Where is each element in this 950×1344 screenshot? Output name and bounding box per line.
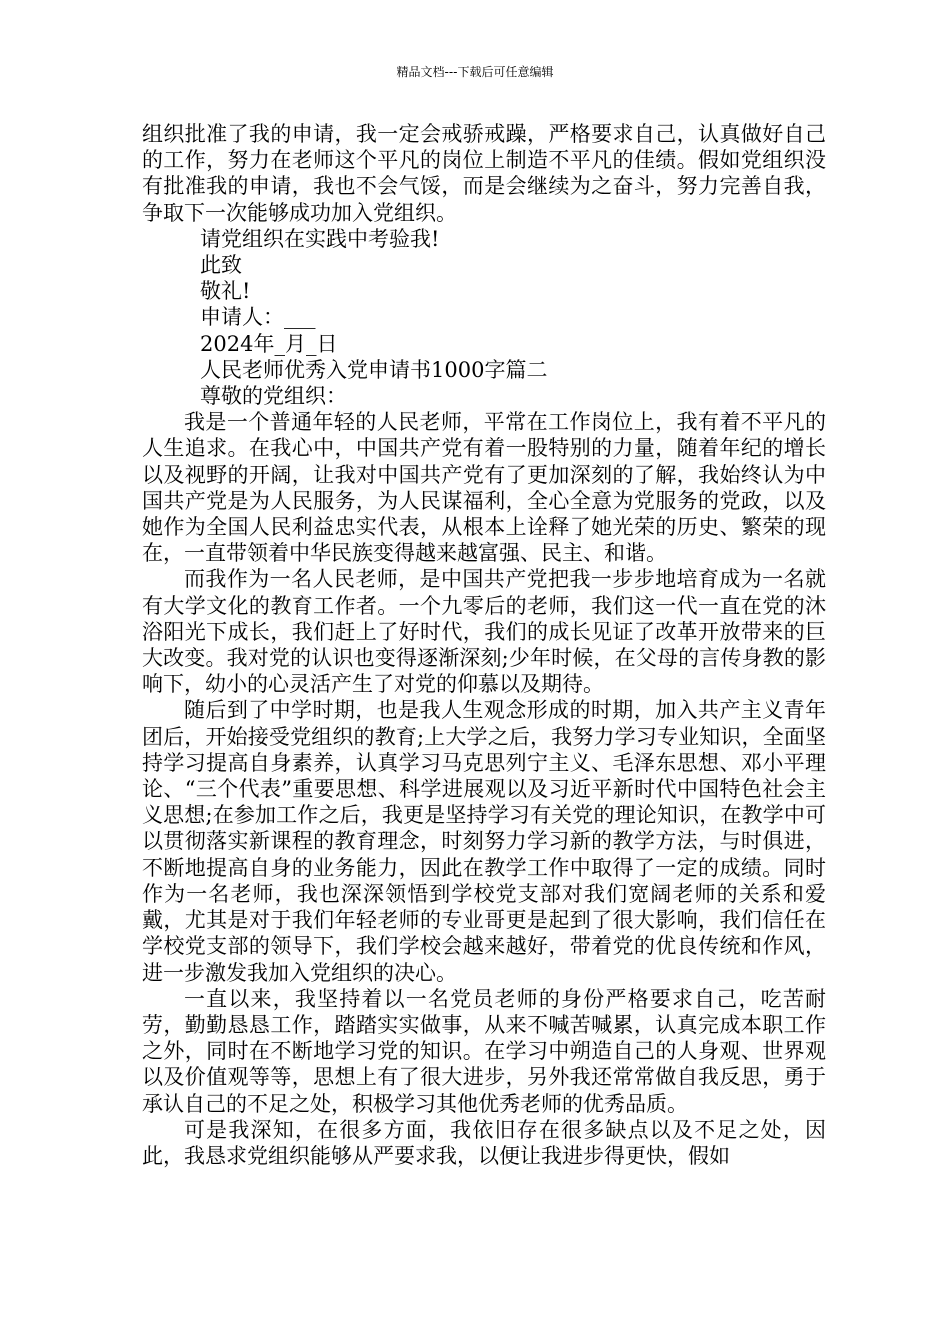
applicant-line: 申请人：___ <box>200 305 316 330</box>
paragraph-teacher: 而我作为一名人民老师，是中国共产党把我一步步地培育成为一名就有大学文化的教育工作者。一个九零后的老师，我们这一代一直在党的沐浴阳光下成长，我们赶上了好时代，我们的成长见证了改革开放带来的巨大改变。我对党的认识也变得逐渐深刻;少年时候，在父母的言传身教的影响下，幼小的心灵活产生了对党的仰慕以及期待。 <box>142 567 826 697</box>
page-header: 精品文档---下载后可任意编辑 <box>396 65 554 79</box>
paragraph-shortcomings: 可是我深知，在很多方面，我依旧存在很多缺点以及不足之处，因此，我恳求党组织能够从严要求我，以便让我进步得更快，假如 <box>142 1117 826 1168</box>
section-title: 人民老师优秀入党申请书1000字篇二 <box>200 357 548 382</box>
date-line: 2024年_月_日 <box>200 331 338 356</box>
document-body <box>142 121 826 1169</box>
paragraph-intro: 我是一个普通年轻的人民老师，平常在工作岗位上，我有着不平凡的人生追求。在我心中，中国共产党有着一股特别的力量，随着年纪的增长以及视野的开阔，让我对中国共产党有了更加深刻的了解，我始终认为中国共产党是为人民服务，为人民谋福利，全心全意为党服务的党政，以及她作为全国人民利益忠实代表，从根本上诠释了她光荣的历史、繁荣的现在，一直带领着中华民族变得越来越富强、民主、和谐。 <box>142 410 826 566</box>
paragraph-work: 一直以来，我坚持着以一名党员老师的身份严格要求自己，吃苦耐劳，勤勤恳恳工作，踏踏实实做事，从来不喊苦喊累，认真完成本职工作之外，同时在不断地学习党的知识。在学习中朔造自己的人身观、世界观以及价值观等等，思想上有了很大进步，另外我还常常做自我反思，勇于承认自己的不足之处，积极学习其他优秀老师的优秀品质。 <box>142 986 826 1116</box>
greeting-line: 尊敬的党组织： <box>200 384 347 409</box>
closing-salutation: 此致 <box>200 253 242 278</box>
closing-respect: 敬礼! <box>200 279 251 304</box>
request-line: 请党组织在实践中考验我! <box>200 226 440 251</box>
paragraph-growth: 随后到了中学时期，也是我人生观念形成的时期，加入共产主义青年团后，开始接受党组织的教育;上大学之后，我努力学习专业知识，全面坚持学习提高自身素养，认真学习马克思列宁主义、毛泽东思想、邓小平理论、“三个代表”重要思想、科学进展观以及习近平新时代中国特色社会主义思想;在参加工作之后，我更是坚持学习有关党的理论知识，在教学中可以贯彻落实新课程的教育理念，时刻努力学习新的教学方法，与时俱进，不断地提高自身的业务能力，因此在教学工作中取得了一定的成绩。同时作为一名老师，我也深深领悟到学校党支部对我们宽阔老师的关系和爱戴，尤其是对于我们年轻老师的专业哥更是起到了很大影响，我们信任在学校党支部的领导下，我们学校会越来越好，带着党的优良传统和作风，进一步激发我加入党组织的决心。 <box>142 698 826 985</box>
paragraph-continuation: 组织批准了我的申请，我一定会戒骄戒躁，严格要求自己，认真做好自己的工作，努力在老师这个平凡的岗位上制造不平凡的佳绩。假如党组织没有批准我的申请，我也不会气馁，而是会继续为之奋斗，努力完善自我，争取下一次能够成功加入党组织。 <box>142 122 826 225</box>
